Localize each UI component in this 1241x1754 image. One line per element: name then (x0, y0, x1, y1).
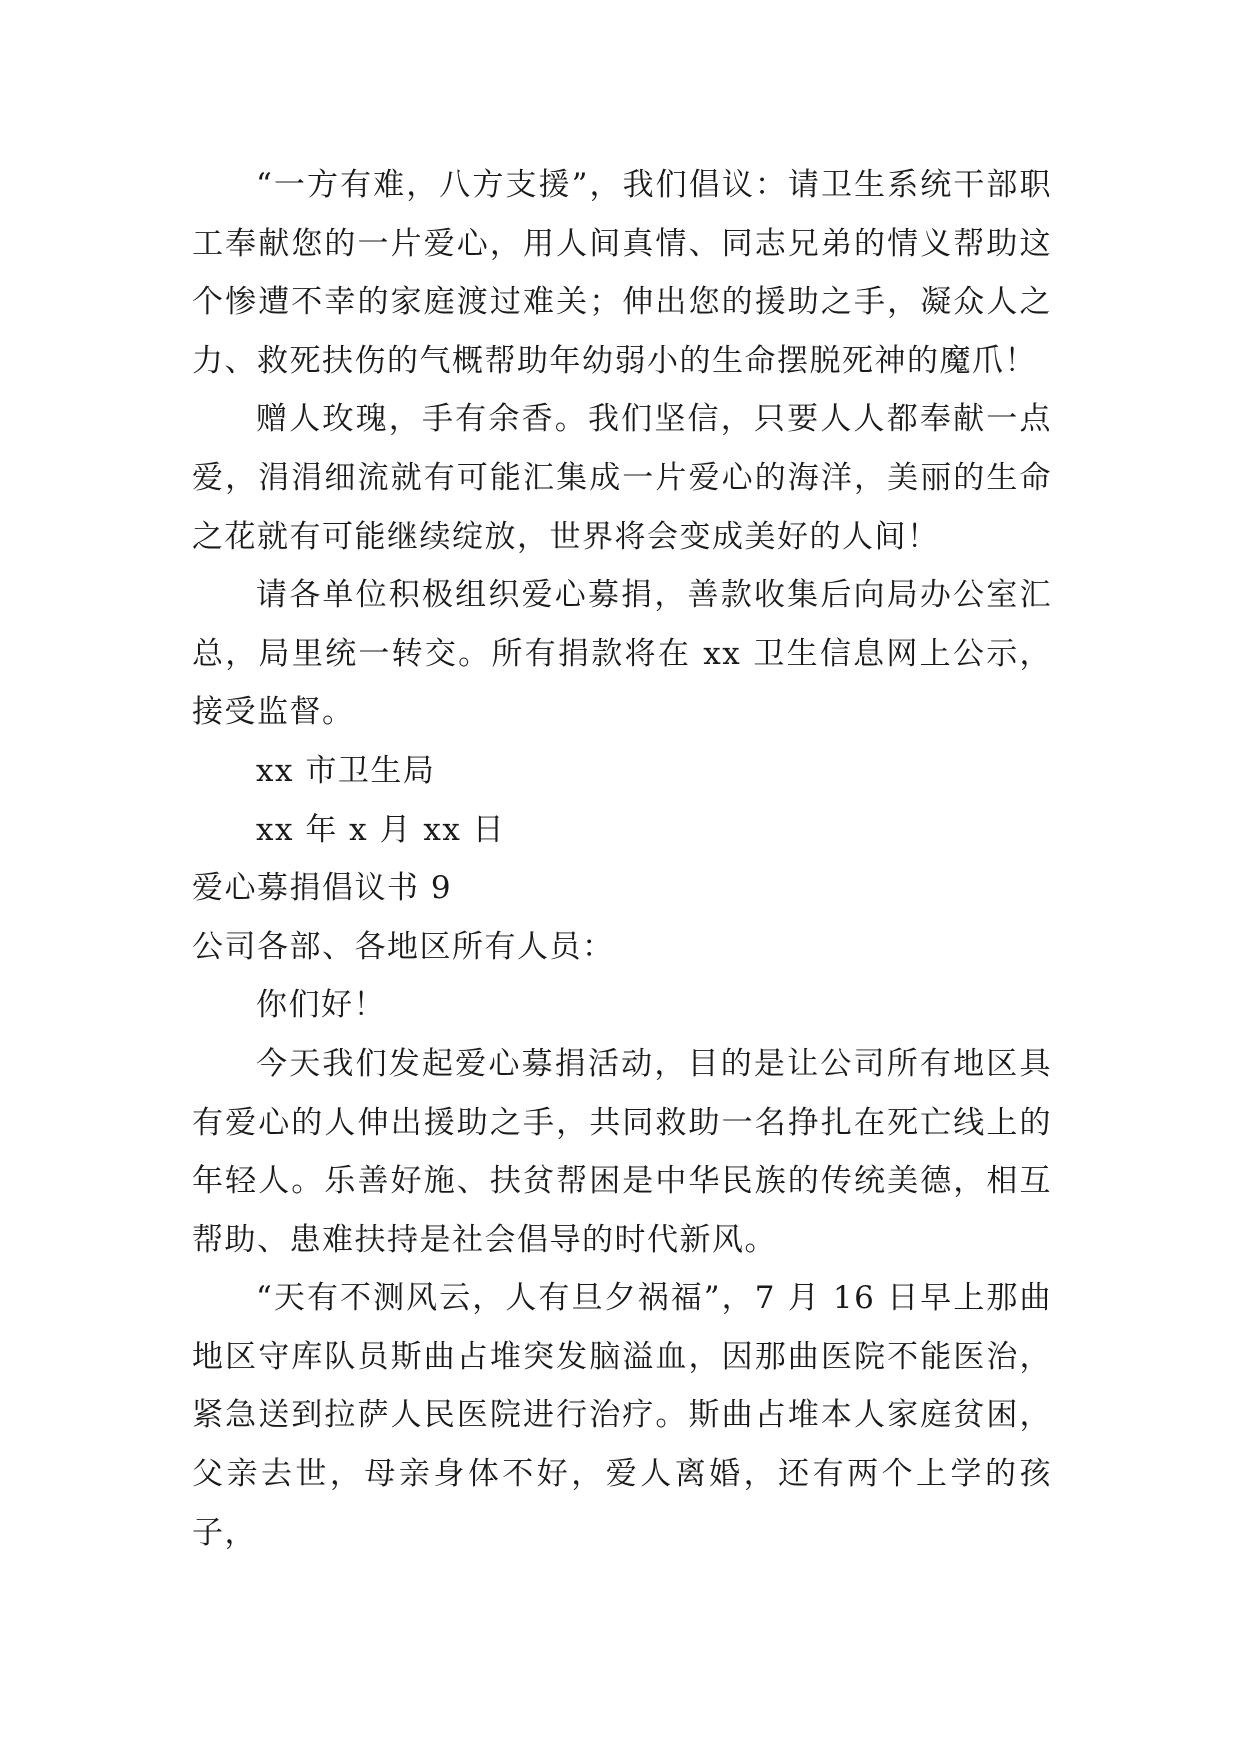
paragraph-case-story: “天有不测风云，人有旦夕祸福”，7 月 16 日早上那曲地区守库队员斯曲占堆突发脑溢血，因那曲医院不能医治，紧急送到拉萨人民医院进行治疗。斯曲占堆本人家庭贫困，父亲去世，母亲身体不好，爱人离婚，还有两个上学的孩子， (192, 1280, 1052, 1551)
signature-organization: xx 市卫生局 (256, 752, 436, 789)
paragraph-donation-instructions: 请各单位积极组织爱心募捐，善款收集后向局办公室汇总，局里统一转交。所有捐款将在 xx 卫生信息网上公示，接受监督。 (192, 577, 1052, 731)
paragraph-campaign-intro: 今天我们发起爱心募捐活动，目的是让公司所有地区具有爱心的人伸出援助之手，共同救助一名挣扎在死亡线上的年轻人。乐善好施、扶贫帮困是中华民族的传统美德，相互帮助、患难扶持是社会倡导的时代新风。 (192, 1045, 1052, 1258)
section-title: 爱心募捐倡议书 9 (192, 870, 453, 907)
signature-date: xx 年 x 月 xx 日 (256, 811, 506, 848)
paragraph-roses: 赠人玫瑰，手有余香。我们坚信，只要人人都奉献一点爱，涓涓细流就有可能汇集成一片爱心的海洋，美丽的生命之花就有可能继续绽放，世界将会变成美好的人间！ (192, 401, 1052, 555)
document-body (192, 156, 1052, 1562)
paragraph-appeal: “一方有难，八方支援”，我们倡议：请卫生系统干部职工奉献您的一片爱心，用人间真情、同志兄弟的情义帮助这个惨遭不幸的家庭渡过难关；伸出您的援助之手，凝众人之力、救死扶伤的气概帮助年幼弱小的生命摆脱死神的魔爪！ (192, 167, 1052, 379)
greeting: 你们好！ (256, 987, 386, 1024)
salutation: 公司各部、各地区所有人员： (192, 928, 615, 965)
